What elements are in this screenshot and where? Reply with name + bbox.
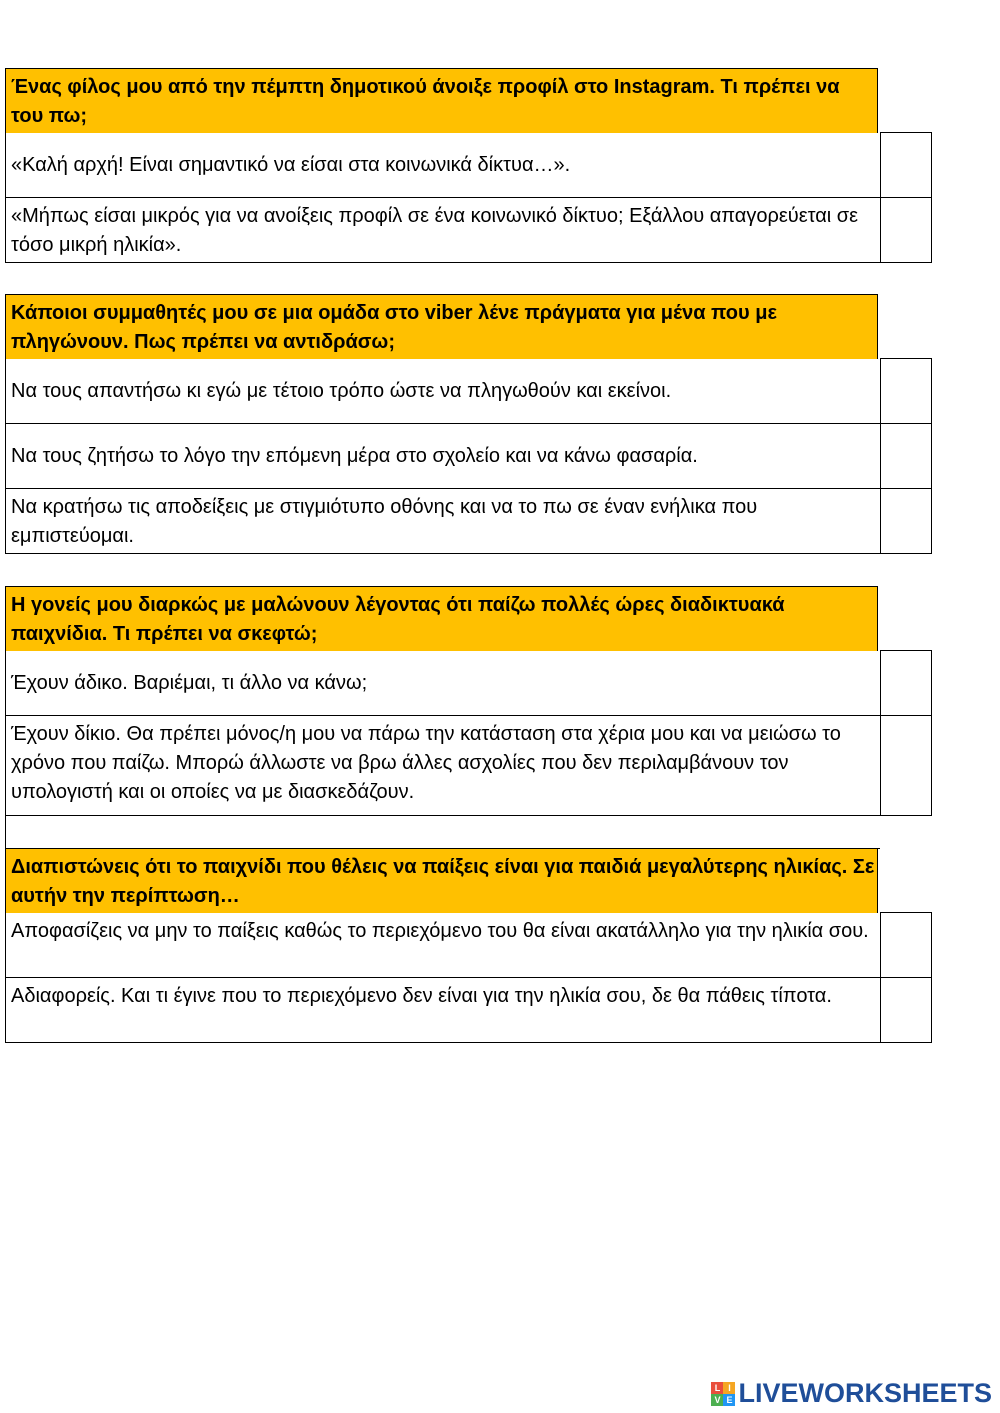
question-3-answer-1-checkbox[interactable] [880, 650, 932, 716]
question-2-answer-2-checkbox[interactable] [880, 423, 932, 489]
logo-text: LIVEWORKSHEETS [738, 1378, 992, 1408]
question-4-text: Διαπιστώνεις ότι το παιχνίδι που θέλεις να παίξεις είναι για παιδιά μεγαλύτερης ηλικίας. Σε αυτήν την περίπτωση… [5, 848, 878, 913]
spacer-row [5, 816, 880, 849]
logo-mark-icon: L I V E [711, 1382, 735, 1406]
question-1-answer-1-checkbox[interactable] [880, 132, 932, 198]
question-3-answer-1: Έχουν άδικο. Βαριέμαι, τι άλλο να κάνω; [5, 651, 880, 716]
question-1-text: Ένας φίλος μου από την πέμπτη δημοτικού άνοιξε προφίλ στο Instagram. Τι πρέπει να του πω; [5, 68, 878, 133]
question-2-answer-3-checkbox[interactable] [880, 488, 932, 554]
question-3-text: Η γονείς μου διαρκώς με μαλώνουν λέγοντας ότι παίζω πολλές ώρες διαδικτυακά παιχνίδια. Τι πρέπει να σκεφτώ; [5, 586, 878, 651]
question-3-answer-2: Έχουν δίκιο. Θα πρέπει μόνος/η μου να πάρω την κατάσταση στα χέρια μου και να μειώσω το χρόνο που παίζω. Μπορώ άλλωστε να βρω άλλες ασχολίες που δεν περιλαμβάνουν τον υπολογιστή και οι οποίες να με διασκεδάζουν. [5, 716, 880, 816]
question-1-answer-2-checkbox[interactable] [880, 197, 932, 263]
question-2-answer-1-checkbox[interactable] [880, 358, 932, 424]
question-4-answer-1-checkbox[interactable] [880, 912, 932, 978]
question-2-answer-2: Να τους ζητήσω το λόγο την επόμενη μέρα στο σχολείο και να κάνω φασαρία. [5, 424, 880, 489]
question-2-answer-3: Να κρατήσω τις αποδείξεις με στιγμιότυπο οθόνης και να το πω σε έναν ενήλικα που εμπιστεύομαι. [5, 489, 880, 554]
question-2-text: Κάποιοι συμμαθητές μου σε μια ομάδα στο viber λένε πράγματα για μένα που με πληγώνουν. Πως πρέπει να αντιδράσω; [5, 294, 878, 359]
question-2-answer-1: Να τους απαντήσω κι εγώ με τέτοιο τρόπο ώστε να πληγωθούν και εκείνοι. [5, 359, 880, 424]
question-1-answer-2: «Μήπως είσαι μικρός για να ανοίξεις προφίλ σε ένα κοινωνικό δίκτυο; Εξάλλου απαγορεύεται σε τόσο μικρή ηλικία». [5, 198, 880, 263]
question-1-answer-1: «Καλή αρχή! Είναι σημαντικό να είσαι στα κοινωνικά δίκτυα…». [5, 133, 880, 198]
question-4-answer-1: Αποφασίζεις να μην το παίξεις καθώς το περιεχόμενο του θα είναι ακατάλληλο για την ηλικία σου. [5, 913, 880, 978]
question-4-answer-2: Αδιαφορείς. Και τι έγινε που το περιεχόμενο δεν είναι για την ηλικία σου, δε θα πάθεις τίποτα. [5, 978, 880, 1043]
liveworksheets-logo [711, 1378, 992, 1409]
question-3-answer-2-checkbox[interactable] [880, 715, 932, 816]
question-4-answer-2-checkbox[interactable] [880, 977, 932, 1043]
